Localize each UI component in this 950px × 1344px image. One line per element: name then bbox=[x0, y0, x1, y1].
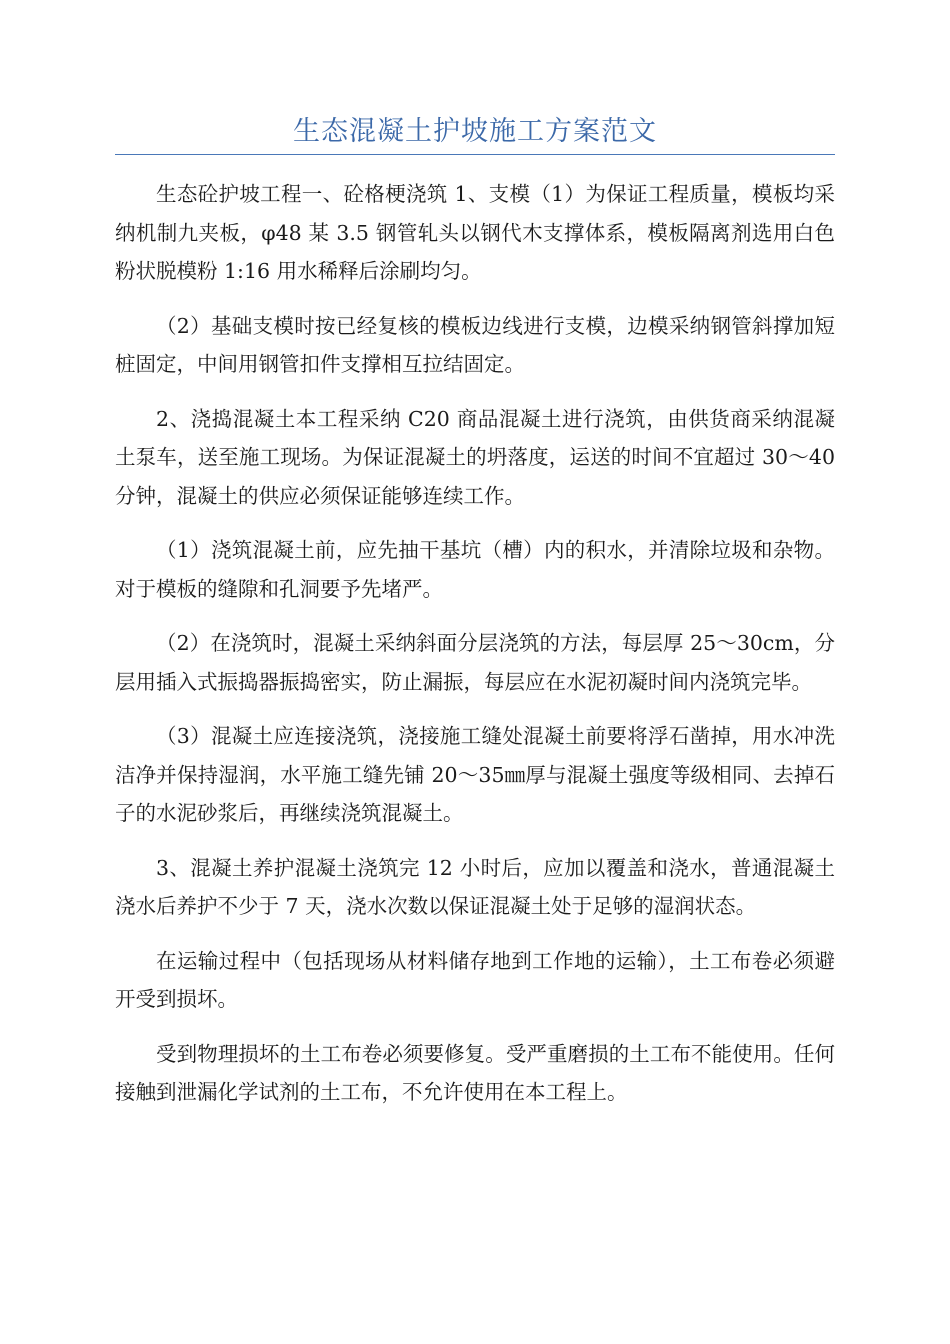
paragraph: （1）浇筑混凝土前，应先抽干基坑（槽）内的积水，并清除垃圾和杂物。对于模板的缝隙和孔洞要予先堵严。 bbox=[115, 538, 835, 601]
paragraph: （2）基础支模时按已经复核的模板边线进行支模，边模采纳钢管斜撑加短桩固定，中间用钢管扣件支撑相互拉结固定。 bbox=[115, 313, 835, 376]
document-title: 生态混凝土护坡施工方案范文 bbox=[293, 116, 657, 147]
paragraph: （2）在浇筑时，混凝土采纳斜面分层浇筑的方法，每层厚 25～30cm，分层用插入式振捣器振捣密实，防止漏振，每层应在水泥初凝时间内浇筑完毕。 bbox=[115, 631, 835, 694]
paragraph: （3）混凝土应连接浇筑，浇接施工缝处混凝土前要将浮石凿掉，用水冲洗洁净并保持湿润，水平施工缝先铺 20～35㎜厚与混凝土强度等级相同、去掉石子的水泥砂浆后，再继续浇筑混凝土。 bbox=[115, 724, 835, 825]
paragraph: 3、混凝土养护混凝土浇筑完 12 小时后，应加以覆盖和浇水，普通混凝土浇水后养护不少于 7 天，浇水次数以保证混凝土处于足够的湿润状态。 bbox=[115, 855, 835, 918]
paragraph: 生态砼护坡工程一、砼格梗浇筑 1、支模（1）为保证工程质量，模板均采纳机制九夹板，φ48 某 3.5 钢管轧头以钢代木支撑体系，模板隔离剂选用白色粉状脱模粉 1:16 用水稀释后涂刷均匀。 bbox=[115, 182, 835, 283]
document-body bbox=[115, 175, 835, 1128]
paragraph: 受到物理损坏的土工布卷必须要修复。受严重磨损的土工布不能使用。任何接触到泄漏化学试剂的土工布，不允许使用在本工程上。 bbox=[115, 1041, 835, 1104]
title-underline bbox=[115, 154, 835, 155]
paragraph: 在运输过程中（包括现场从材料储存地到工作地的运输），土工布卷必须避开受到损坏。 bbox=[115, 948, 835, 1011]
paragraph: 2、浇捣混凝土本工程采纳 C20 商品混凝土进行浇筑，由供货商采纳混凝土泵车，送至施工现场。为保证混凝土的坍落度，运送的时间不宜超过 30～40 分钟，混凝土的供应必须保证能够连续工作。 bbox=[115, 406, 835, 508]
